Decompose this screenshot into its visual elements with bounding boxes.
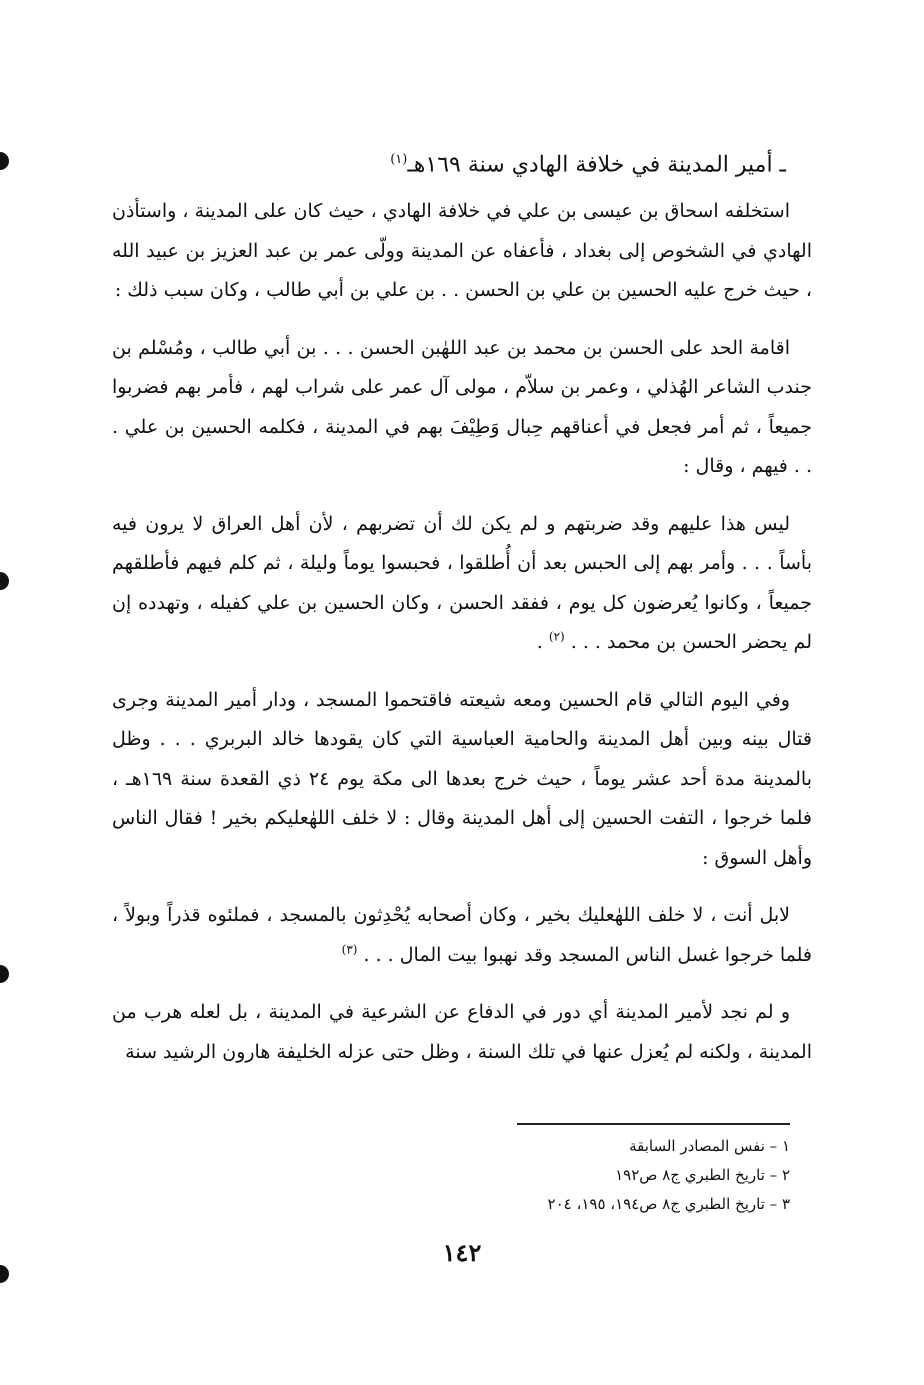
footnote-ref: (٢) bbox=[548, 629, 565, 644]
scan-edge-mark bbox=[0, 152, 9, 170]
footnote-ref: (٣) bbox=[341, 942, 358, 957]
paragraph-text: اقامة الحد على الحسن بن محمد بن عبد اللهٰبن الحسن . . . بن أبي طالب ، ومُسْلم بن جندب الشاعر الهُذلي ، وعمر بن سلاّم ، مولى آل عمر على شراب لهم ، فأمر بهم فضربوا جميعاً ، ثم أمر فجعل في أعناقهم حِبال وَطِيْفَ بهم في المدينة ، فكلمه الحسين بن علي . . . فيهم ، وقال : bbox=[112, 336, 812, 477]
paragraph-text: وفي اليوم التالي قام الحسين ومعه شيعته فاقتحموا المسجد ، ودار أمير المدينة وجرى قتال بينه وبين أهل المدينة والحامية العباسية التي كان يقودها خالد البربري . . . وظل بالمدينة مدة أحد عشر يوماً ، حيث خرج بعدها الى مكة يوم ٢٤ ذي القعدة سنة ١٦٩هـ ، فلما خرجوا ، التفت الحسين إلى أهل المدينة وقال : لا خلف اللهٰعليكم بخير ! فقال الناس وأهل السوق : bbox=[112, 688, 812, 869]
paragraph-text: استخلفه اسحاق بن عيسى بن علي في خلافة الهادي ، حيث كان على المدينة ، واستأذن الهادي في الشخوص إلى بغداد ، فأعفاه عن المدينة وولّى عمر بن عبد العزيز بن عبيد الله ، حيث خرج عليه الحسين بن علي بن الحسن . . بن علي بن أبي طالب ، وكان سبب ذلك : bbox=[112, 200, 812, 301]
paragraph-text: ليس هذا عليهم وقد ضربتهم و لم يكن لك أن تضربهم ، لأن أهل العراق لا يرون فيه بأساً . . . وأمر بهم إلى الحبس بعد أن أُطلقوا ، فحبسوا يوماً وليلة ، ثم كلم فيهم فأطلقهم جميعاً ، وكانوا يُعرضون كل يوم ، ففقد الحسن ، وكان الحسين بن علي كفيله ، وتهدده إن لم يحضر الحسن بن محمد . . . bbox=[112, 512, 812, 653]
paragraph bbox=[112, 192, 812, 311]
footnote-item: ٢ – تاريخ الطبري ج٨ ص١٩٢ bbox=[615, 1166, 790, 1184]
paragraph-text: لابل أنت ، لا خلف اللهٰعليك بخير ، وكان أصحابه يُحْدِثون بالمسجد ، فملئوه قذراً وبولاً ، فلما خرجوا غسل الناس المسجد وقد نهبوا بيت المال . . . bbox=[112, 904, 812, 966]
paragraph: ليس هذا عليهم وقد ضربتهم و لم يكن لك أن تضربهم ، لأن أهل العراق لا يرون فيه بأساً . . . وأمر بهم إلى الحبس بعد أن أُطلقوا ، فحبسوا يوماً وليلة ، ثم كلم فيهم فأطلقهم جميعاً ، وكانوا يُعرضون كل يوم ، ففقد الحسن ، وكان الحسين بن علي كفيله ، وتهدده إن لم يحضر الحسن بن محمد . . . $^{(٢)}$ . bbox=[112, 512, 812, 653]
scan-edge-mark bbox=[0, 1265, 9, 1283]
paragraph bbox=[112, 329, 812, 487]
paragraph bbox=[112, 681, 812, 879]
footnotes bbox=[390, 1132, 790, 1219]
footnote-separator bbox=[517, 1123, 790, 1125]
section-heading-text: ـ أمير المدينة في خلافة الهادي سنة ١٦٩هـ bbox=[407, 152, 786, 178]
page-number: ١٤٢ bbox=[442, 1238, 482, 1267]
scan-edge-mark bbox=[0, 572, 9, 590]
paragraph bbox=[112, 896, 812, 975]
paragraph-text: و لم نجد لأمير المدينة أي دور في الدفاع عن الشرعية في المدينة ، بل لعله هرب من المدينة ، ولكنه لم يُعزل عنها في تلك السنة ، وظل حتى عزله الخليفة هارون الرشيد سنة bbox=[112, 1001, 812, 1063]
scan-edge-mark bbox=[0, 965, 9, 983]
body-text bbox=[112, 192, 812, 1090]
section-heading bbox=[146, 142, 786, 183]
footnote-item: ١ – نفس المصادر السابقة bbox=[629, 1137, 790, 1155]
footnote-ref: (١) bbox=[390, 152, 408, 167]
paragraph bbox=[112, 993, 812, 1072]
footnote-item: ٣ – تاريخ الطبري ج٨ ص١٩٤، ١٩٥، ٢٠٤ bbox=[547, 1195, 790, 1213]
